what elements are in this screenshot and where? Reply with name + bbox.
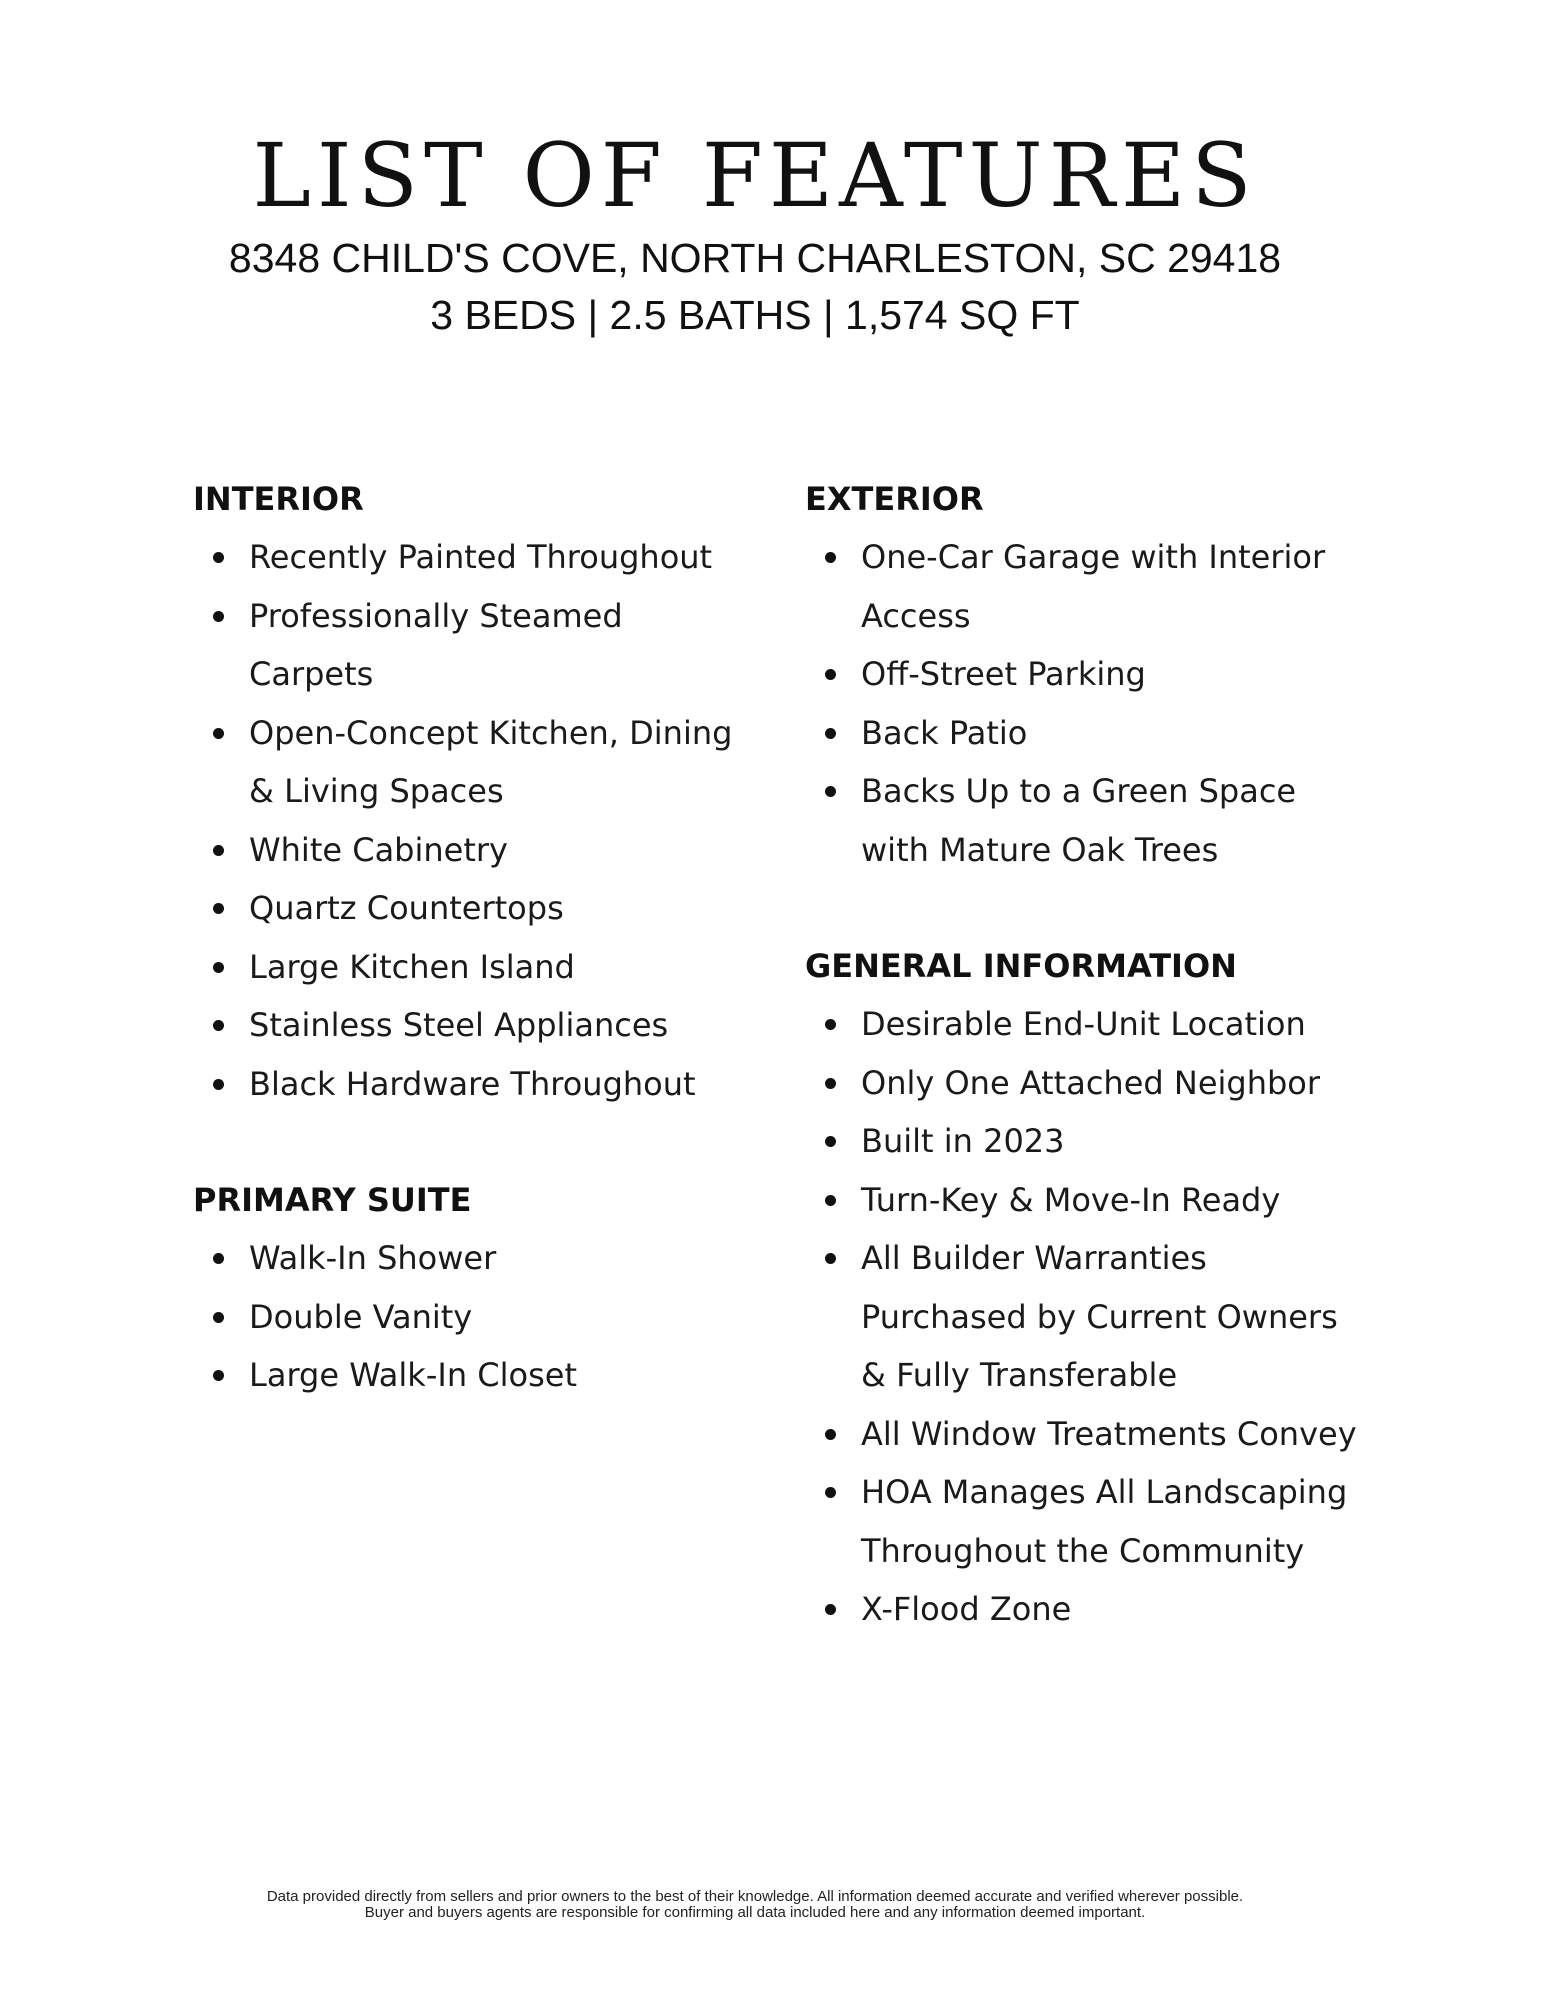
interior-heading: INTERIOR <box>193 480 364 518</box>
bullet-icon <box>825 1195 836 1206</box>
list-item-text: Large Kitchen Island <box>249 947 575 986</box>
general-information-section <box>805 937 1365 1639</box>
list-item <box>193 1055 753 1114</box>
exterior-section <box>805 470 1365 879</box>
list-item-text: Turn-Key & Move-In Ready <box>861 1180 1281 1219</box>
bullet-icon <box>213 903 224 914</box>
exterior-heading: EXTERIOR <box>805 480 984 518</box>
bullet-icon <box>825 552 836 563</box>
list-item-text: Only One Attached Neighbor <box>861 1063 1321 1102</box>
list-item <box>193 587 753 704</box>
exterior-list <box>805 528 1365 879</box>
list-item-text: Walk-In Shower <box>249 1239 497 1277</box>
list-item <box>805 762 1365 879</box>
list-item <box>805 1229 1365 1405</box>
list-item-text: HOA Manages All Landscaping Throughout the Community <box>861 1473 1348 1570</box>
list-item-text: Professionally Steamed Carpets <box>249 596 623 693</box>
section-spacer <box>805 879 1365 937</box>
list-item-text: Stainless Steel Appliances <box>249 1006 669 1044</box>
bullet-icon <box>213 1370 224 1381</box>
list-item <box>805 1463 1365 1580</box>
list-item-text: All Builder Warranties Purchased by Current Owners & Fully Transferable <box>861 1239 1338 1394</box>
list-item-text: Black Hardware Throughout <box>249 1064 696 1103</box>
bullet-icon <box>213 845 224 856</box>
list-item-text: Open-Concept Kitchen, Dining & Living Spaces <box>249 713 733 810</box>
primary-suite-heading: PRIMARY SUITE <box>193 1181 472 1219</box>
list-item <box>193 821 753 880</box>
property-specs: 3 BEDS | 2.5 BATHS | 1,574 SQ FT <box>430 292 1080 338</box>
list-item <box>805 1580 1365 1639</box>
bullet-icon <box>825 786 836 797</box>
bullet-icon <box>825 728 836 739</box>
property-address: 8348 CHILD'S COVE, NORTH CHARLESTON, SC 29418 <box>228 235 1282 281</box>
list-item <box>805 704 1365 763</box>
list-item <box>193 879 753 938</box>
bullet-icon <box>825 1078 836 1089</box>
list-item-text: X-Flood Zone <box>861 1590 1072 1628</box>
list-item-text: All Window Treatments Convey <box>861 1414 1357 1453</box>
list-item <box>193 1288 753 1347</box>
list-item <box>193 996 753 1055</box>
bullet-icon <box>825 1487 836 1498</box>
bullet-icon <box>213 1312 224 1323</box>
list-item <box>193 1346 753 1405</box>
list-item <box>805 1054 1365 1113</box>
list-item <box>193 528 753 587</box>
disclaimer-line-2: Buyer and buyers agents are responsible for confirming all data included here and any information deemed important. <box>364 1904 1146 1921</box>
bullet-icon <box>825 1253 836 1264</box>
general-information-list <box>805 995 1365 1639</box>
bullet-icon <box>213 552 224 563</box>
list-item-text: White Cabinetry <box>249 830 508 869</box>
general-information-heading: GENERAL INFORMATION <box>805 947 1237 985</box>
disclaimer-line-1: Data provided directly from sellers and prior owners to the best of their knowledge. All information deemed accurate and verified wherever possible. <box>266 1888 1244 1905</box>
list-item <box>805 645 1365 704</box>
list-item-text: Recently Painted Throughout <box>249 538 713 576</box>
right-column <box>805 470 1365 1639</box>
list-item <box>193 704 753 821</box>
list-item <box>805 1171 1365 1230</box>
bullet-icon <box>825 1604 836 1615</box>
list-item-text: Built in 2023 <box>861 1122 1065 1160</box>
bullet-icon <box>213 1253 224 1264</box>
list-item-text: Backs Up to a Green Space with Mature Oak Trees <box>861 772 1297 869</box>
bullet-icon <box>825 1429 836 1440</box>
list-item-text: Quartz Countertops <box>249 889 564 927</box>
primary-suite-list <box>193 1229 753 1405</box>
bullet-icon <box>213 611 224 622</box>
interior-list <box>193 528 753 1113</box>
list-item <box>805 1405 1365 1464</box>
list-item <box>193 938 753 997</box>
primary-suite-section <box>193 1171 753 1405</box>
list-item-text: Double Vanity <box>249 1297 473 1336</box>
bullet-icon <box>825 1136 836 1147</box>
list-item <box>805 528 1365 645</box>
bullet-icon <box>213 962 224 973</box>
bullet-icon <box>213 1079 224 1090</box>
page-title: LIST OF FEATURES <box>252 124 1258 227</box>
bullet-icon <box>825 1019 836 1030</box>
bullet-icon <box>213 1020 224 1031</box>
interior-section <box>193 470 753 1113</box>
bullet-icon <box>213 728 224 739</box>
list-item <box>805 1112 1365 1171</box>
bullet-icon <box>825 669 836 680</box>
list-item-text: One-Car Garage with Interior Access <box>861 538 1326 635</box>
left-column <box>193 470 753 1405</box>
list-item <box>805 995 1365 1054</box>
list-item <box>193 1229 753 1288</box>
list-item-text: Off-Street Parking <box>861 655 1146 693</box>
list-item-text: Large Walk-In Closet <box>249 1356 577 1394</box>
section-spacer <box>193 1113 753 1171</box>
list-item-text: Back Patio <box>861 713 1028 752</box>
list-item-text: Desirable End-Unit Location <box>861 1005 1306 1043</box>
disclaimer <box>0 1889 1510 1921</box>
